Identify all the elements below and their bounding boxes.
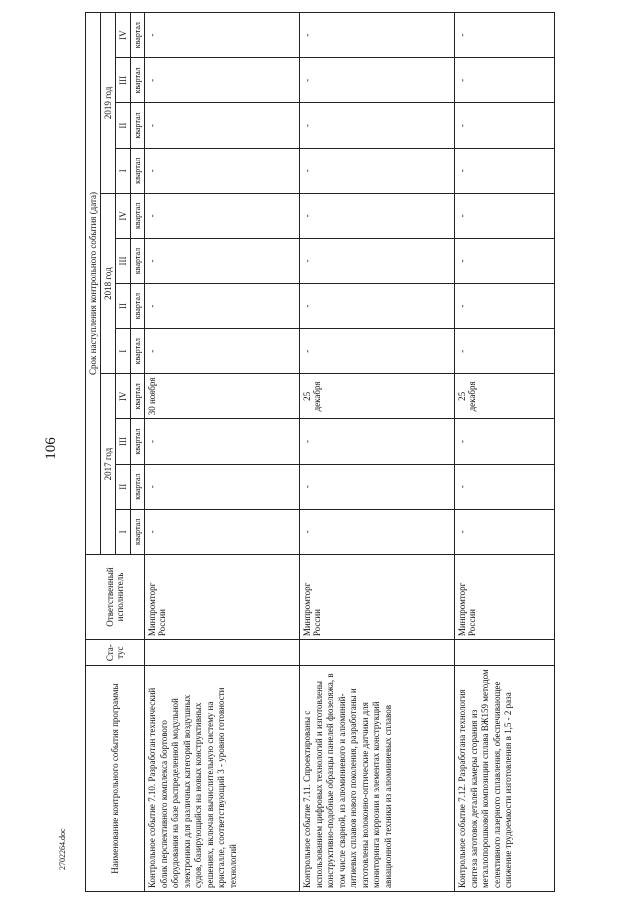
header-quarter-word: квартал: [131, 329, 145, 374]
header-quarter-word: квартал: [131, 58, 145, 103]
header-year: 2018 год: [101, 193, 116, 374]
header-year: 2019 год: [101, 13, 116, 194]
quarter-cell: -: [455, 238, 555, 283]
quarter-cell: -: [145, 238, 300, 283]
table-row: [145, 13, 300, 892]
quarter-cell: -: [455, 329, 555, 374]
event-status: [145, 640, 300, 666]
header-quarter-roman: II: [116, 103, 131, 148]
quarter-cell: 30 ноября: [145, 374, 300, 419]
event-executor: Минпромторг России: [145, 554, 300, 639]
quarter-cell: -: [455, 419, 555, 464]
quarter-cell: -: [455, 193, 555, 238]
header-quarter-word: квартал: [131, 13, 145, 58]
quarter-cell: -: [300, 509, 455, 554]
quarter-cell: -: [300, 464, 455, 509]
quarter-cell: -: [145, 419, 300, 464]
control-events-table: [85, 12, 555, 892]
header-name: Наименование контрольного события программы: [86, 666, 145, 892]
table-row: [455, 13, 555, 892]
header-quarter-roman: IV: [116, 193, 131, 238]
event-status: [455, 640, 555, 666]
quarter-cell: -: [300, 419, 455, 464]
quarter-cell: -: [455, 284, 555, 329]
header-quarter-roman: I: [116, 509, 131, 554]
quarter-cell: -: [300, 284, 455, 329]
schedule-table-wrapper: [85, 12, 555, 892]
header-quarter-word: квартал: [131, 103, 145, 148]
quarter-cell: -: [145, 464, 300, 509]
quarter-cell: -: [145, 329, 300, 374]
quarter-cell: -: [145, 13, 300, 58]
header-deadline-group: Срок наступления контрольного события (дата): [86, 13, 101, 555]
event-name: Контрольное событие 7.11. Спроектированы с использованием цифровых технологий и изготовлены конструктивно-подобные образцы панелей фюзеляжа, в том числе сварной, из алюминиевого и алюминий-литиевых сплавов нового поколения, разработаны и изготовлены волоконно-оптические датчики для мониторинга коррозии в элементах конструкций авиационной техники из алюминиевых сплавов: [300, 666, 455, 892]
quarter-cell: -: [300, 148, 455, 193]
quarter-cell: -: [300, 13, 455, 58]
quarter-cell: -: [455, 58, 555, 103]
quarter-cell: -: [455, 464, 555, 509]
quarter-cell: -: [300, 329, 455, 374]
quarter-cell: -: [455, 148, 555, 193]
header-quarter-roman: III: [116, 58, 131, 103]
header-quarter-word: квартал: [131, 148, 145, 193]
header-quarter-word: квартал: [131, 193, 145, 238]
quarter-cell: 25 декабря: [300, 374, 455, 419]
quarter-cell: -: [455, 13, 555, 58]
event-name: Контрольное событие 7.12. Разработана технология синтеза заготовок деталей камеры сгорания из металлопорошковой композиции сплава ВЖ159 методом селективного лазерного сплавления, обеспечивающее снижение трудоемкости изготовления в 1,5 - 2 раза: [455, 666, 555, 892]
quarter-cell: -: [145, 193, 300, 238]
header-executor: Ответственный исполнитель: [86, 554, 145, 639]
quarter-cell: -: [300, 238, 455, 283]
header-quarter-roman: III: [116, 238, 131, 283]
header-quarter-roman: III: [116, 419, 131, 464]
header-quarter-roman: I: [116, 148, 131, 193]
header-quarter-roman: I: [116, 329, 131, 374]
document-code: 2702264.doc: [58, 828, 67, 870]
quarter-cell: -: [300, 103, 455, 148]
quarter-cell: -: [145, 148, 300, 193]
header-quarter-word: квартал: [131, 464, 145, 509]
quarter-cell: -: [455, 509, 555, 554]
quarter-cell: -: [145, 103, 300, 148]
quarter-cell: -: [145, 58, 300, 103]
header-status: Ста-тус: [86, 640, 145, 666]
event-name: Контрольное событие 7.10. Разработан технический облик перспективного комплекса бортового оборудования на базе распределенной модульной электроники для различных категорий воздушных судов, базирующийся на новых конструктивных решениях, включая вычислительную систему на кристалле, соответствующий 3 - уровню готовности технологий: [145, 666, 300, 892]
event-executor: Минпромторг России: [300, 554, 455, 639]
header-quarter-word: квартал: [131, 419, 145, 464]
quarter-cell: 25 декабря: [455, 374, 555, 419]
header-year: 2017 год: [101, 374, 116, 555]
header-quarter-word: квартал: [131, 374, 145, 419]
quarter-cell: -: [300, 193, 455, 238]
header-quarter-roman: IV: [116, 374, 131, 419]
table-row: [300, 13, 455, 892]
quarter-cell: -: [145, 509, 300, 554]
header-quarter-word: квартал: [131, 509, 145, 554]
header-quarter-roman: II: [116, 464, 131, 509]
page-number: 106: [42, 437, 59, 460]
header-quarter-roman: IV: [116, 13, 131, 58]
header-quarter-word: квартал: [131, 238, 145, 283]
quarter-cell: -: [455, 103, 555, 148]
event-status: [300, 640, 455, 666]
header-quarter-word: квартал: [131, 284, 145, 329]
header-quarter-roman: II: [116, 284, 131, 329]
quarter-cell: -: [300, 58, 455, 103]
event-executor: Минпромторг России: [455, 554, 555, 639]
quarter-cell: -: [145, 284, 300, 329]
